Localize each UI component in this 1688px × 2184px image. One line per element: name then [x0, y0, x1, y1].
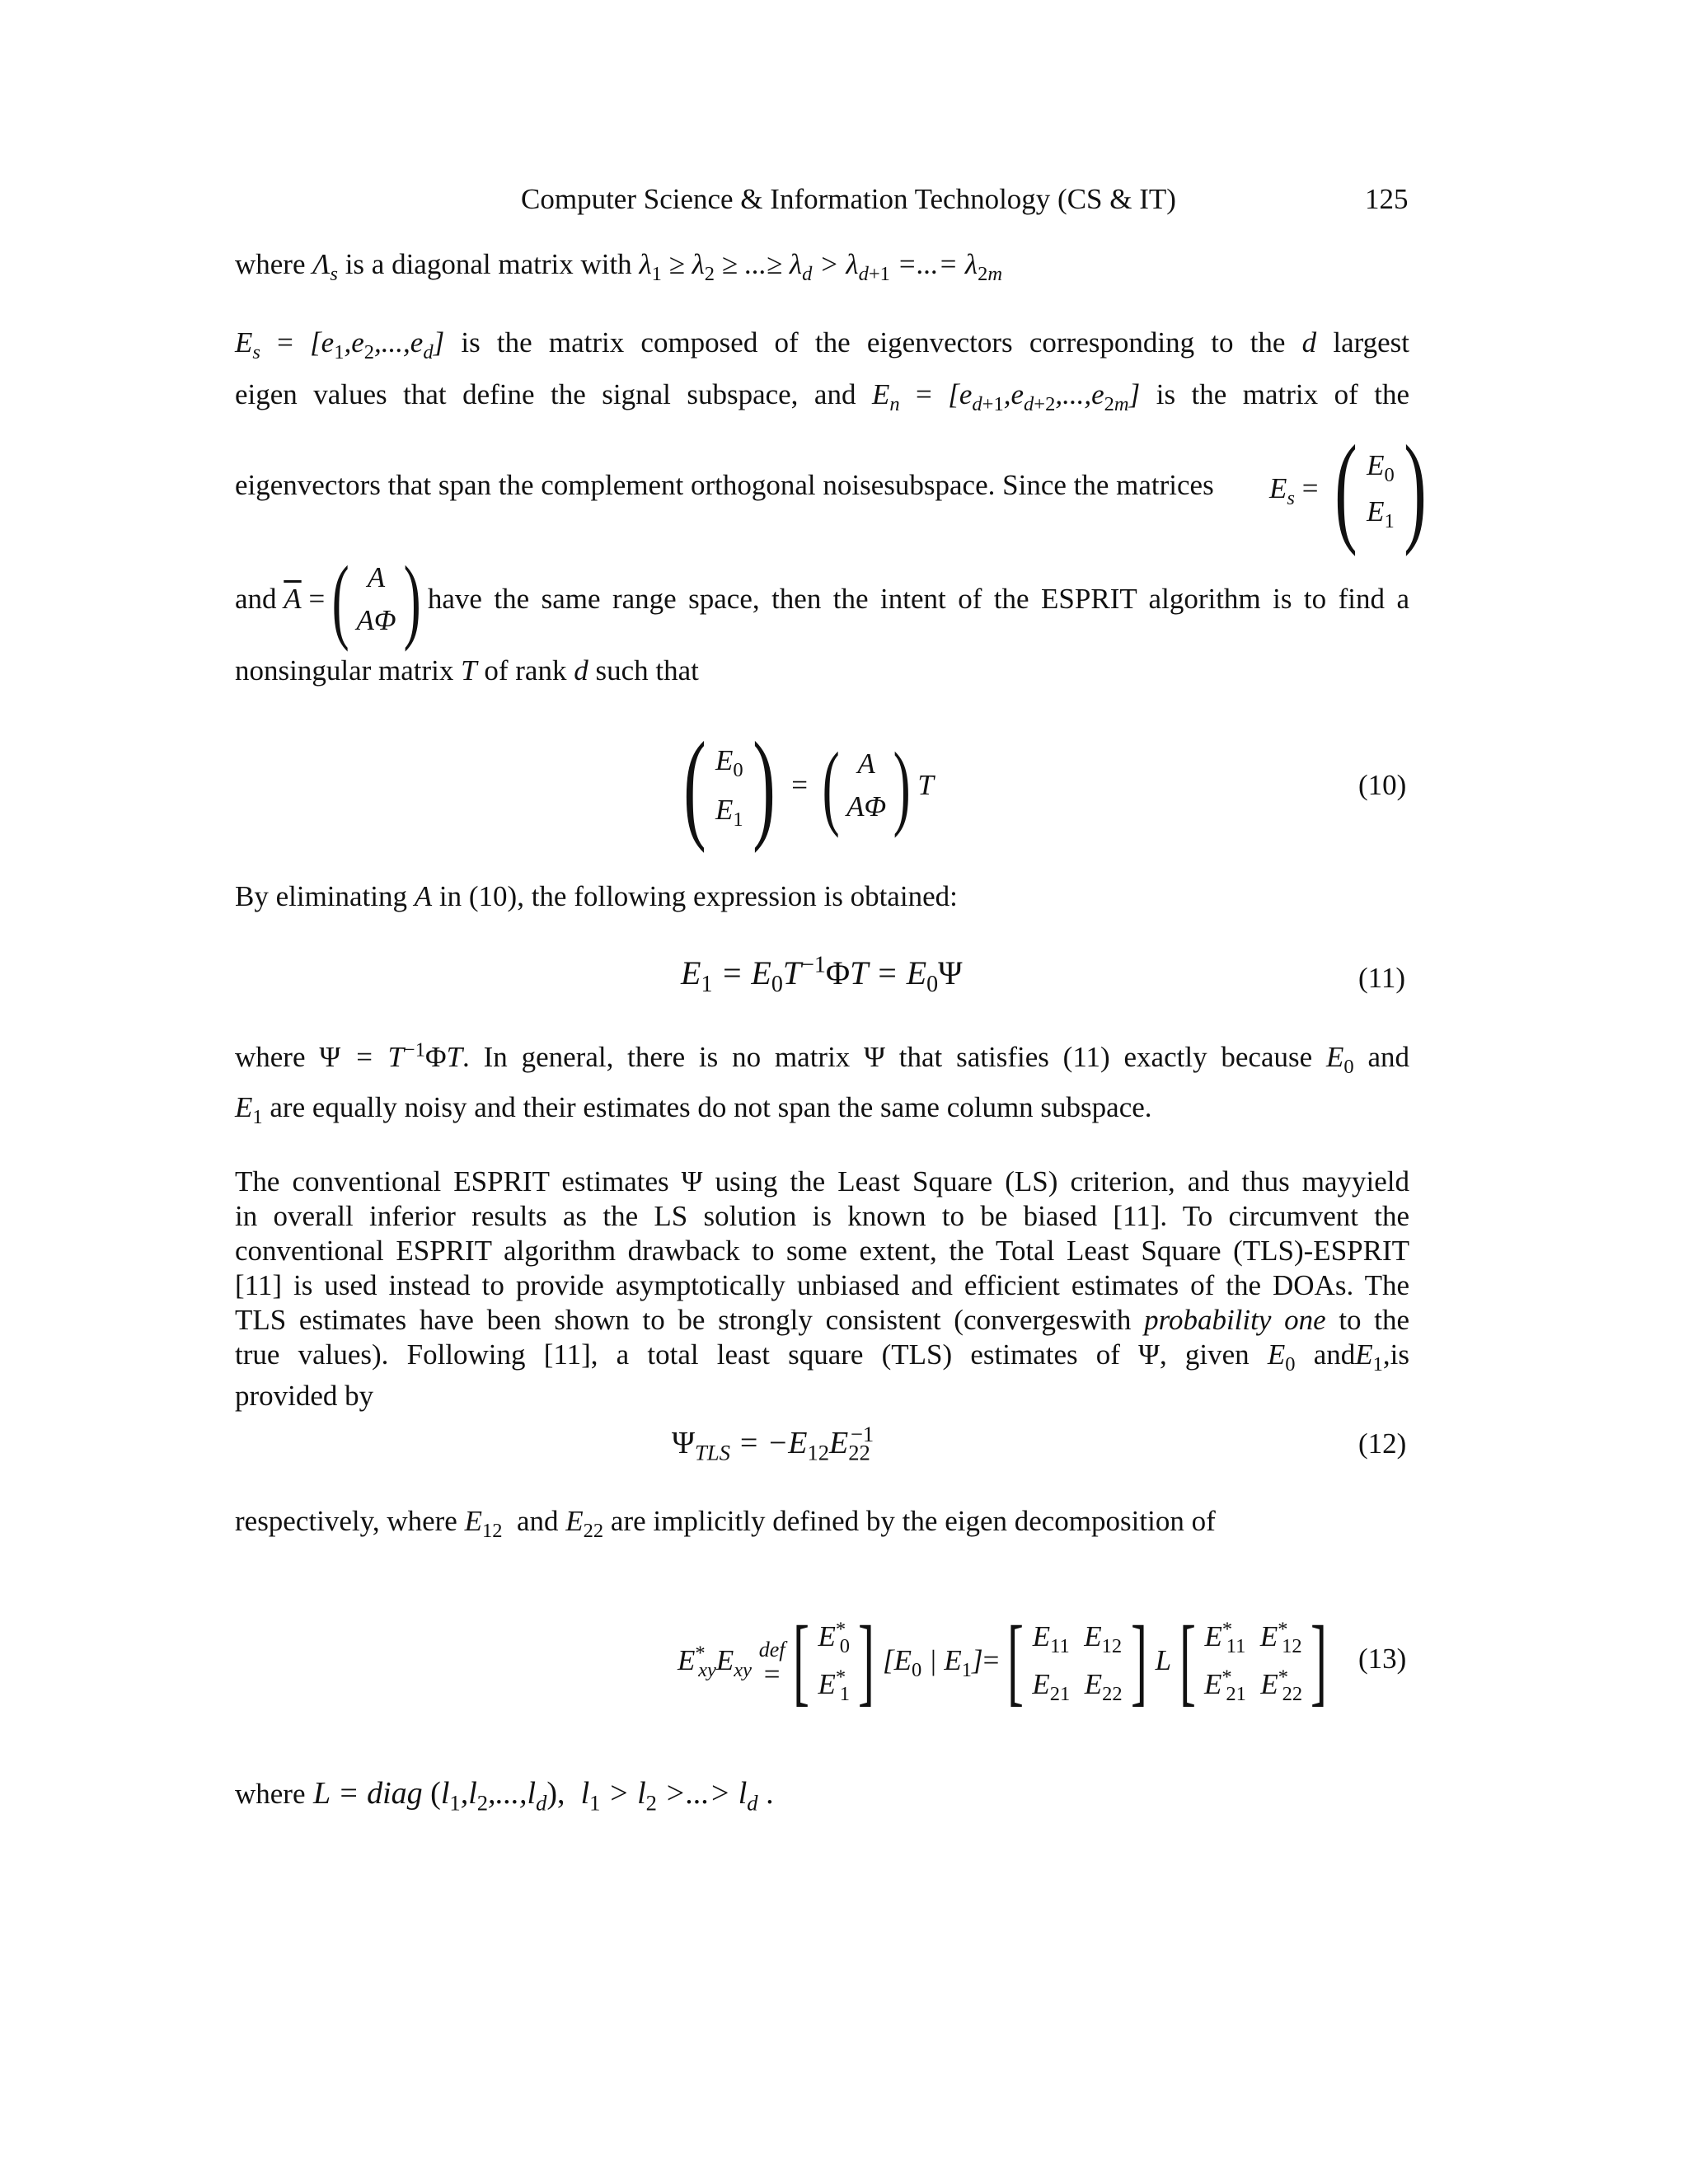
page-number: 125 — [1365, 183, 1409, 215]
para-noise-subspace: eigenvectors that span the complement orthogonal noisesubspace. Since the matrices — [235, 469, 1214, 501]
equation-10: ( $E_0$ $E_1$ ) = ( A AΦ ) T — [683, 717, 934, 854]
para-esprit-line5: TLS estimates have been shown to be strongly consistent (convergeswith probability one to the — [235, 1304, 1410, 1336]
para-esprit-line2: in overall inferior results as the LS solution is known to be biased [11]. To circumvent the — [235, 1200, 1409, 1232]
para-signal-subspace-line2: eigen values that define the signal subspace, and $E_n = [e_{d+1},e_{d+2},...,e_{2m}]$ is the matrix of the — [235, 378, 1410, 415]
para-esprit-line7: provided by — [235, 1380, 374, 1412]
equation-12: $\Psi_{TLS} = -E_{12}E_{22}^{-1}$ — [672, 1422, 874, 1465]
para-esprit-line1: The conventional ESPRIT estimates Ψ using the Least Square (LS) criterion, and thus mayyield — [235, 1165, 1409, 1197]
equation-12-number: (12) — [1358, 1427, 1407, 1460]
equation-13-number: (13) — [1358, 1643, 1407, 1675]
para-nonsingular: nonsingular matrix T of rank d such that — [235, 654, 699, 687]
para-esprit-line6: true values). Following [11], a total least square (TLS) estimates of Ψ, given $E_0$ andE$_1$,is — [235, 1338, 1410, 1376]
para-esprit-line3: conventional ESPRIT algorithm drawback to some extent, the Total Least Square (TLS)-ESPRIT — [235, 1235, 1409, 1267]
para-range-space: and $\overline{A}$ = ( A AΦ ) have the same range space, then the intent of the ESPRIT algorithm is to find a — [235, 546, 1409, 652]
para-L-definition: where L = diag $(l_1,l_2,...,l_d)$, $l_1 > l_2$ >...> $l_d$ . — [235, 1776, 774, 1816]
para-signal-subspace-line1: $E_s = [e_1,e_2,...,e_d]$ is the matrix composed of the eigenvectors corresponding to the d largest — [235, 326, 1410, 363]
para-diagonal-matrix: where $\Lambda_s$ is a diagonal matrix with $\lambda_1 \ge \lambda_2$ ≥ ...≥ $\lambda_d > \lambda_{d+1}$ =...= $\lambda_{2m}$ — [235, 248, 1003, 285]
para-esprit-line4: [11] is used instead to provide asymptotically unbiased and efficient estimates of the DOAs. The — [235, 1269, 1409, 1301]
para-implicitly-defined: respectively, where $E_{12}$ and $E_{22}$ are implicitly defined by the eigen decomposition of — [235, 1505, 1216, 1542]
equation-11: $E_1 = E_0T^{-1}\Phi T = E_0\Psi$ — [681, 952, 963, 997]
para-psi-definition: where $\Psi = T^{-1}\Phi T$. In general, there is no matrix Ψ that satisfies (11) exactly because $E_0$ and — [235, 1038, 1409, 1078]
equation-10-number: (10) — [1358, 769, 1407, 801]
running-title: Computer Science & Information Technology (CS & IT) — [521, 183, 1176, 215]
para-eliminating: By eliminating A in (10), the following expression is obtained: — [235, 880, 958, 912]
matrix-Es: $E_s$ = ( $E_0$ $E_1$ ) — [1269, 420, 1427, 557]
equation-11-number: (11) — [1358, 962, 1406, 994]
para-noisy-estimates: $E_1$ are equally noisy and their estimates do not span the same column subspace. — [235, 1091, 1152, 1128]
equation-13: $E^*_{xy}E_{xy}$ def = [ $E^*_0$ $E^*_1$ ] [$E_0$ | $E_1$] = [ $E_{11}$ $E_{12}$ $E_{21}$ $E_{22}$ ] L [ $E^*_{11}$ $E^*_{12}$ $E^*_{21}$ $E^*_{22}$ ] — [678, 1605, 1328, 1715]
